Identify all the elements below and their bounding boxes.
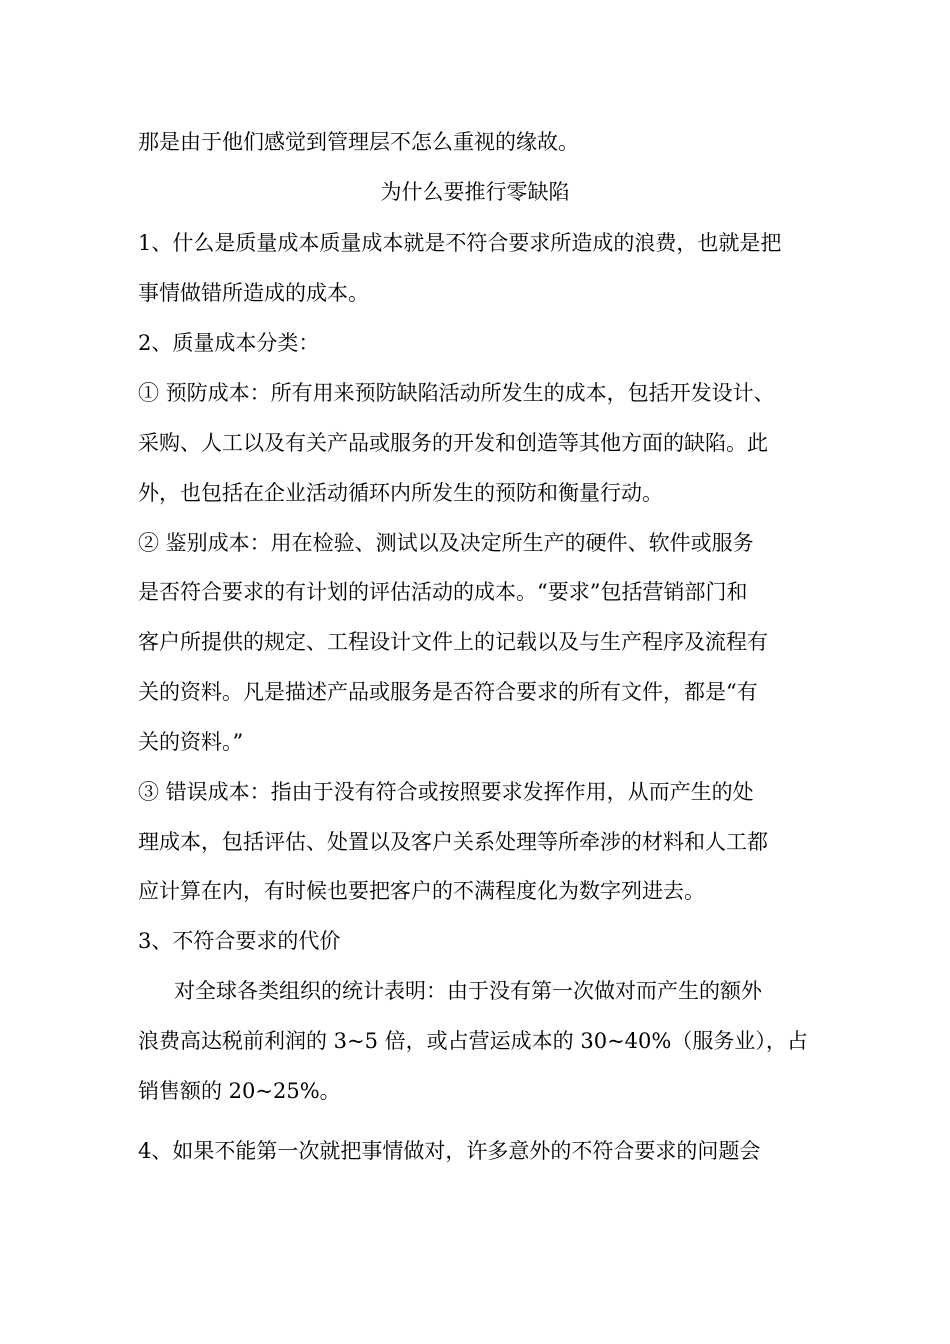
paragraph-line: 关的资料。” bbox=[138, 730, 244, 754]
paragraph-line: 外，也包括在企业活动循环内所发生的预防和衡量行动。 bbox=[138, 481, 663, 505]
paragraph-line: 关的资料。凡是描述产品或服务是否符合要求的所有文件，都是“有 bbox=[138, 680, 758, 704]
paragraph-line: 3、不符合要求的代价 bbox=[138, 929, 341, 953]
paragraph-line: 浪费高达税前利润的 3~5 倍，或占营运成本的 30~40%（服务业），占 bbox=[138, 1029, 808, 1053]
paragraph-line: 理成本，包括评估、处置以及客户关系处理等所牵涉的材料和人工都 bbox=[138, 830, 768, 854]
paragraph-line: 销售额的 20~25%。 bbox=[138, 1079, 341, 1103]
paragraph-line: ① 预防成本：所有用来预防缺陷活动所发生的成本，包括开发设计、 bbox=[138, 381, 775, 405]
paragraph-line: 4、如果不能第一次就把事情做对，许多意外的不符合要求的问题会 bbox=[138, 1139, 761, 1163]
paragraph-line: 客户所提供的规定、工程设计文件上的记载以及与生产程序及流程有 bbox=[138, 630, 768, 654]
paragraph-line: 对全球各类组织的统计表明：由于没有第一次做对而产生的额外 bbox=[174, 979, 762, 1003]
paragraph-line: 事情做错所造成的成本。 bbox=[138, 281, 369, 305]
paragraph-line: 采购、人工以及有关产品或服务的开发和创造等其他方面的缺陷。此 bbox=[138, 431, 768, 455]
paragraph-line: 那是由于他们感觉到管理层不怎么重视的缘故。 bbox=[138, 130, 579, 154]
section-title: 为什么要推行零缺陷 bbox=[380, 180, 570, 204]
paragraph-line: ② 鉴别成本：用在检验、测试以及决定所生产的硬件、软件或服务 bbox=[138, 531, 754, 555]
paragraph-line: 2、质量成本分类： bbox=[138, 331, 320, 355]
paragraph-line: 1、什么是质量成本质量成本就是不符合要求所造成的浪费，也就是把 bbox=[138, 231, 782, 255]
paragraph-line: ③ 错误成本：指由于没有符合或按照要求发挥作用，从而产生的处 bbox=[138, 780, 754, 804]
paragraph-line: 是否符合要求的有计划的评估活动的成本。“要求”包括营销部门和 bbox=[138, 580, 748, 604]
paragraph-line: 应计算在内，有时候也要把客户的不满程度化为数字列进去。 bbox=[138, 879, 705, 903]
